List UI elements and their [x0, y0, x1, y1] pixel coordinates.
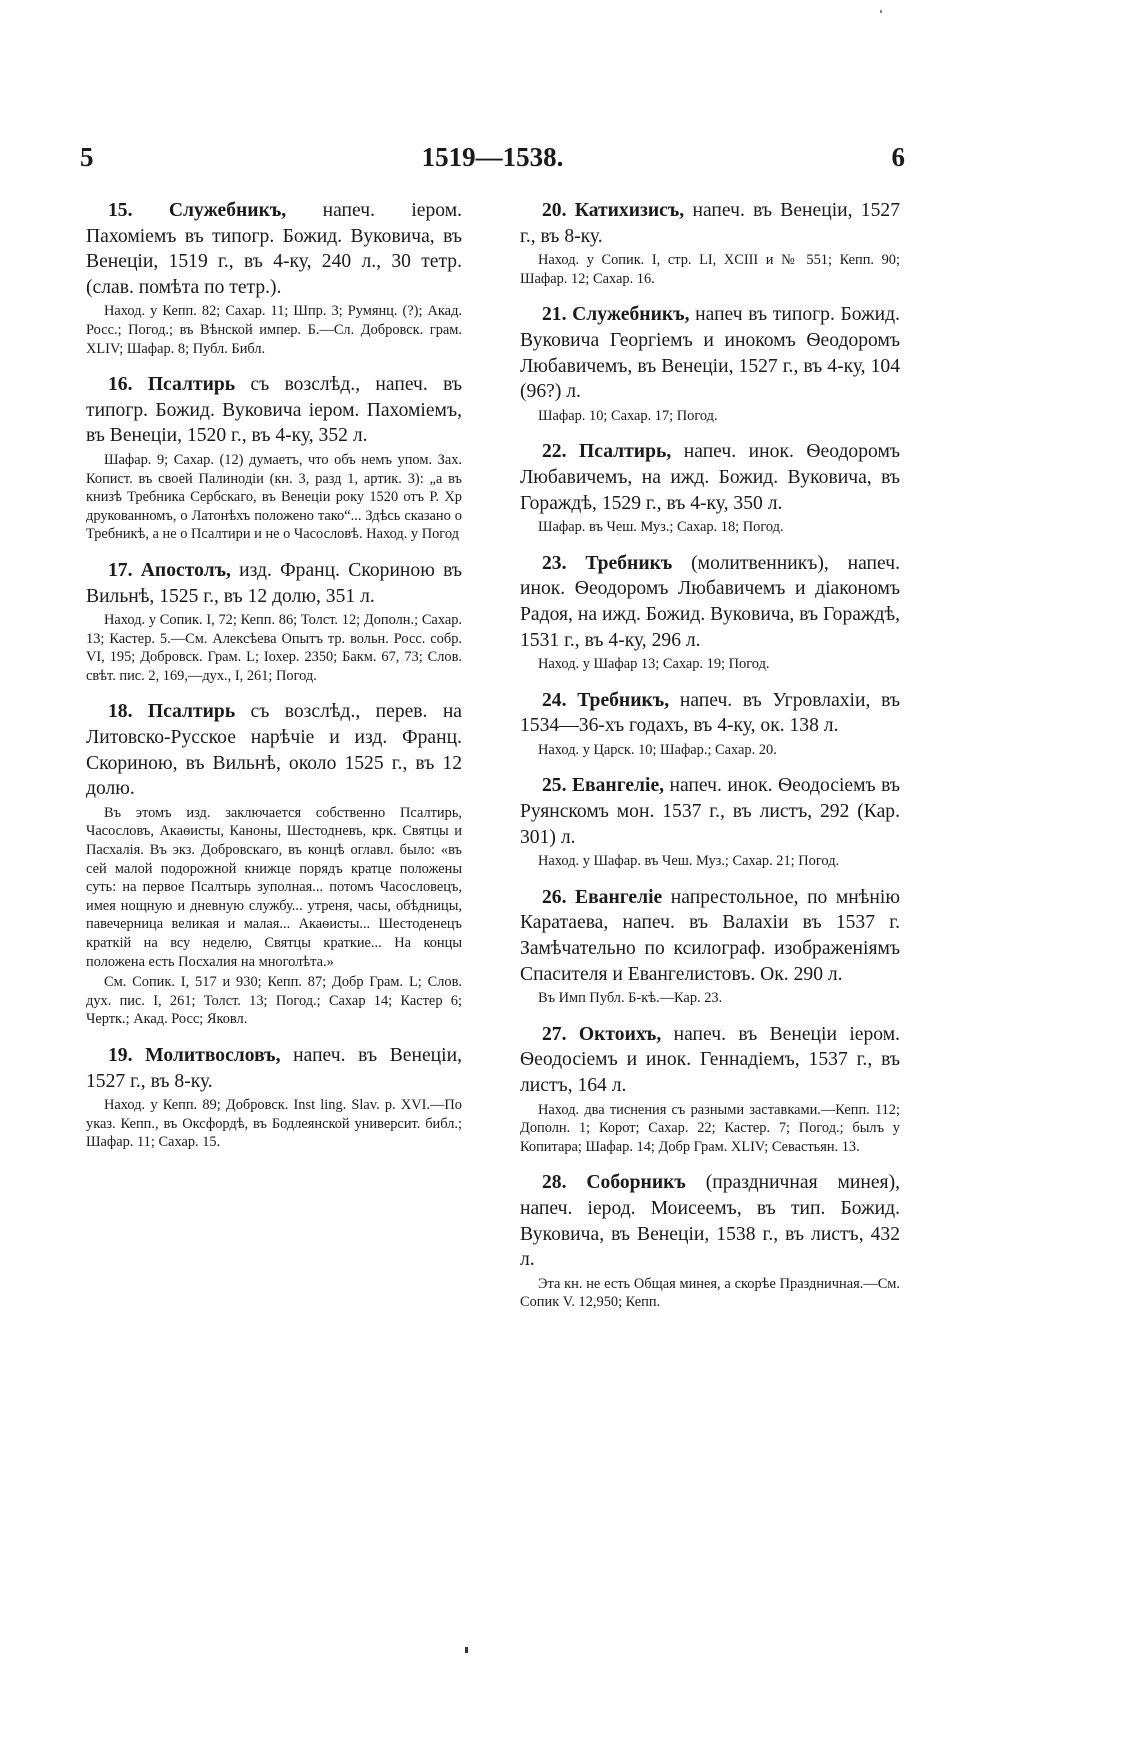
catalog-entry: [520, 302, 900, 425]
entry-heading: [520, 439, 900, 516]
entry-description: напеч. инок. Ѳеодоромъ Любавичемъ, на ижд. Божид. Вуковича, въ Гораждѣ, 1529 г., въ 4-ку, 350 л.: [520, 441, 900, 514]
entry-note: Наход. у Кепп. 82; Сахар. 11; Шпр. 3; Румянц. (?); Акад. Росс.; Погод.; въ Вѣнской импер. Б.—Сл. Добровск. грам. XLIV; Шафар. 8; Публ. Библ.: [86, 303, 462, 357]
catalog-entry: [86, 372, 462, 544]
entry-title: Псалтирь: [147, 701, 236, 723]
catalog-entry: [520, 198, 900, 288]
entry-number: 20.: [542, 200, 567, 221]
entry-number: 23.: [542, 552, 567, 574]
running-header: [80, 142, 905, 182]
entry-number: 22.: [542, 441, 567, 463]
entry-description: (молитвенникъ), напеч. инок. Ѳеодоромъ Любавичемъ и дiакономъ Радоя, на ижд. Божид. Вуковича, въ Гораждѣ, 1531 г., въ 4-ку, 296 л.: [520, 552, 900, 651]
right-column: [520, 198, 900, 1326]
entry-heading: [520, 551, 900, 653]
entry-note: Наход. у Шафар 13; Сахар. 19; Погод.: [538, 656, 770, 673]
entry-description: напеч. въ Венецiи, 1527 г., въ 8-ку.: [86, 1044, 462, 1092]
entry-description: напеч. въ Венецiи, 1527 г., въ 8-ку.: [520, 200, 900, 247]
catalog-entry: [520, 551, 900, 674]
entry-note: Наход. у Кепп. 89; Добровск. Inst ling. Slav. p. XVI.—По указ. Кепп., въ Оксфордѣ, въ Бодлеянской университ. библ.; Шафар. 11; Сахар. 15.: [86, 1097, 462, 1151]
ink-speck: [465, 1647, 468, 1653]
entry-title: Апостолъ,: [140, 559, 231, 581]
entry-title: Требникъ,: [577, 689, 670, 711]
entry-description: напеч. въ Венецiи ieром. Ѳеодосieмъ и инок. Геннадieмъ, 1537 г., въ листъ, 164 л.: [520, 1023, 900, 1096]
catalog-entry: [86, 198, 462, 358]
entry-number: 25.: [542, 775, 567, 797]
entry-note: Наход. у Сопик. I, 72; Кепп. 86; Толст. 12; Дополн.; Сахар. 13; Кастер. 5.—См. Алексѣева Опытъ тр. вольн. Росс. собр. VI, 195; Добровск. Грам. L; Iохер. 2350; Бакм. 67, 73; Слов. свѣт. пис. 2, 169,—дух., I, 261; Погод.: [86, 612, 462, 684]
entry-number: 28.: [542, 1172, 567, 1194]
catalog-entry: [86, 1043, 462, 1152]
entry-note: Въ этомъ изд. заключается собственно Псалтирь, Часословъ, Акаѳисты, Каноны, Шестодневъ, крк. Святцы и Пасхалiя. Въ экз. Добровскаго, въ концѣ оглавл. было: «въ сей малой подорожной книжце порядъ кратце положены суть: на первое Псалтырь зуполная... потомъ Часословецъ, имея нощную и дневную службу... утреня, часы, обѣдницы, павечерница великая и малая... Акаѳисты... Шестоденецъ краткiй на всу неделю, Святцы краткие... На концы положена есть Посхалия на многолѣта.»: [86, 804, 462, 970]
ink-speck: [880, 10, 882, 13]
entry-title: Служебникъ,: [572, 304, 690, 326]
entry-heading: [86, 558, 462, 609]
entry-heading: [520, 1022, 900, 1099]
page-number-left: 5: [80, 142, 94, 172]
entry-number: 21.: [542, 304, 567, 326]
entry-note: Наход. у Шафар. въ Чеш. Муз.; Сахар. 21; Погод.: [538, 853, 840, 870]
entry-heading: [86, 198, 462, 300]
entry-note: Наход. два тиснения съ разными заставками.—Кепп. 112; Дополн. 1; Корот; Сахар. 22; Кастер. 7; Погод.; былъ у Копитара; Шафар. 14; Добр Грам. XLIV; Севастьян. 13.: [520, 1101, 900, 1155]
entry-title: Катихизисъ,: [574, 200, 685, 221]
entry-heading: [520, 198, 900, 249]
entry-title: Служебникъ,: [168, 200, 287, 221]
entry-description: напрестольное, по мнѣнiю Каратаева, напеч. въ Валахiи въ 1537 г. Замѣчательно по ксилограф. изображенiямъ Спасителя и Евангелистовъ. Ок. 290 л.: [520, 886, 900, 985]
entry-heading: [520, 302, 900, 404]
entry-title: Евангелiе: [575, 886, 663, 908]
catalog-entry: [520, 1022, 900, 1157]
entry-heading: [86, 372, 462, 449]
entry-note: См. Сопик. I, 517 и 930; Кепп. 87; Добр Грам. L; Слов. дух. пис. I, 261; Толст. 13; Погод.; Сахар 14; Кастер 6; Чертк.; Акад. Росс; Яковл.: [86, 974, 462, 1028]
entry-note: Шафар. въ Чеш. Муз.; Сахар. 18; Погод.: [538, 519, 784, 536]
entry-title: Молитвословъ,: [145, 1044, 281, 1066]
entry-title: Соборникъ: [586, 1172, 686, 1194]
entry-heading: [520, 773, 900, 850]
entry-heading: [86, 699, 462, 801]
entry-number: 24.: [542, 689, 567, 711]
entry-note: Наход. у Сопик. I, стр. LI, XCIII и № 551; Кепп. 90; Шафар. 12; Сахар. 16.: [520, 252, 900, 287]
year-range-title: 1519—1538.: [421, 142, 564, 172]
entry-title: Евангелiе,: [571, 775, 665, 797]
entry-title: Требникъ: [585, 552, 673, 574]
entry-note: Наход. у Царск. 10; Шафар.; Сахар. 20.: [538, 741, 777, 758]
catalog-entry: [86, 699, 462, 1029]
left-column: [86, 198, 462, 1166]
entry-heading: [86, 1043, 462, 1094]
catalog-entry: [520, 773, 900, 870]
entry-heading: [520, 1170, 900, 1272]
entry-title: Октоихъ,: [578, 1023, 662, 1045]
entry-description: напеч. въ Угровлахiи, въ 1534—36-хъ годахъ, въ 4-ку, ок. 138 л.: [520, 689, 900, 737]
entry-number: 27.: [542, 1023, 567, 1045]
entry-number: 26.: [542, 886, 567, 908]
entry-title: Псалтирь,: [579, 441, 672, 463]
entry-number: 16.: [108, 374, 133, 396]
entry-description: съ возслѣд., перев. на Литовско-Русское нарѣчiе и изд. Франц. Скориною, въ Вильнѣ, около 1525 г., въ 12 долю.: [86, 701, 463, 800]
catalog-entry: [86, 558, 462, 686]
catalog-entry: [520, 885, 900, 1008]
entry-note: Шафар. 10; Сахар. 17; Погод.: [538, 407, 718, 424]
entry-heading: [520, 688, 900, 739]
catalog-entry: [520, 1170, 900, 1312]
entry-description: напеч. инок. Ѳеодосieмъ въ Руянскомъ мон. 1537 г., въ листъ, 292 (Кар. 301) л.: [520, 775, 900, 848]
catalog-entry: [520, 688, 900, 760]
entry-number: 17.: [108, 559, 133, 581]
entry-description: напеч. ieром. Пахомieмъ въ типогр. Божид. Вуковича, въ Венецiи, 1519 г., въ 4-ку, 240 л., 30 тетр. (слав. помѣта по тетр.).: [86, 200, 463, 298]
entry-note: Шафар. 9; Сахар. (12) думаетъ, что объ немъ упом. Зах. Копист. въ своей Палинодiи (кн. 3, разд 1, артик. 3): „а въ книзѣ Требника Сербскаго, въ Венецiи року 1520 отъ Р. Хр друкованномъ, о Латонѣхъ положено тако“... Здѣсь сказано о Требникѣ, а не о Псалтири и не о Часословѣ. Наход. у Погод: [86, 451, 462, 543]
entry-note: Въ Имп Публ. Б-кѣ.—Кар. 23.: [538, 990, 723, 1007]
entry-description: напеч въ типогр. Божид. Вуковича Георгieмъ и инокомъ Ѳеодоромъ Любавичемъ, въ Венецiи, 1527 г., въ 4-ку, 104 (96?) л.: [520, 304, 900, 403]
entry-number: 18.: [108, 701, 133, 723]
entry-description: съ возслѣд., напеч. въ типогр. Божид. Вуковича ieром. Пахомieмъ, въ Венецiи, 1520 г., въ 4-ку, 352 л.: [86, 374, 462, 447]
entry-number: 19.: [108, 1044, 133, 1066]
entry-title: Псалтирь: [147, 374, 236, 396]
page-number-right: 6: [891, 142, 905, 172]
entry-description: изд. Франц. Скориною въ Вильнѣ, 1525 г., въ 12 долю, 351 л.: [86, 559, 462, 607]
entry-note: Эта кн. не есть Общая минея, а скорѣе Праздничная.—См. Сопик V. 12,950; Кепп.: [520, 1275, 900, 1311]
entry-heading: [520, 885, 900, 987]
entry-description: (праздничная минея), напеч. ieрод. Моисеемъ, въ тип. Божид. Вуковича, въ Венецiи, 1538 г., въ листъ, 432 л.: [520, 1172, 900, 1271]
catalog-entry: [520, 439, 900, 536]
entry-number: 15.: [108, 200, 133, 221]
